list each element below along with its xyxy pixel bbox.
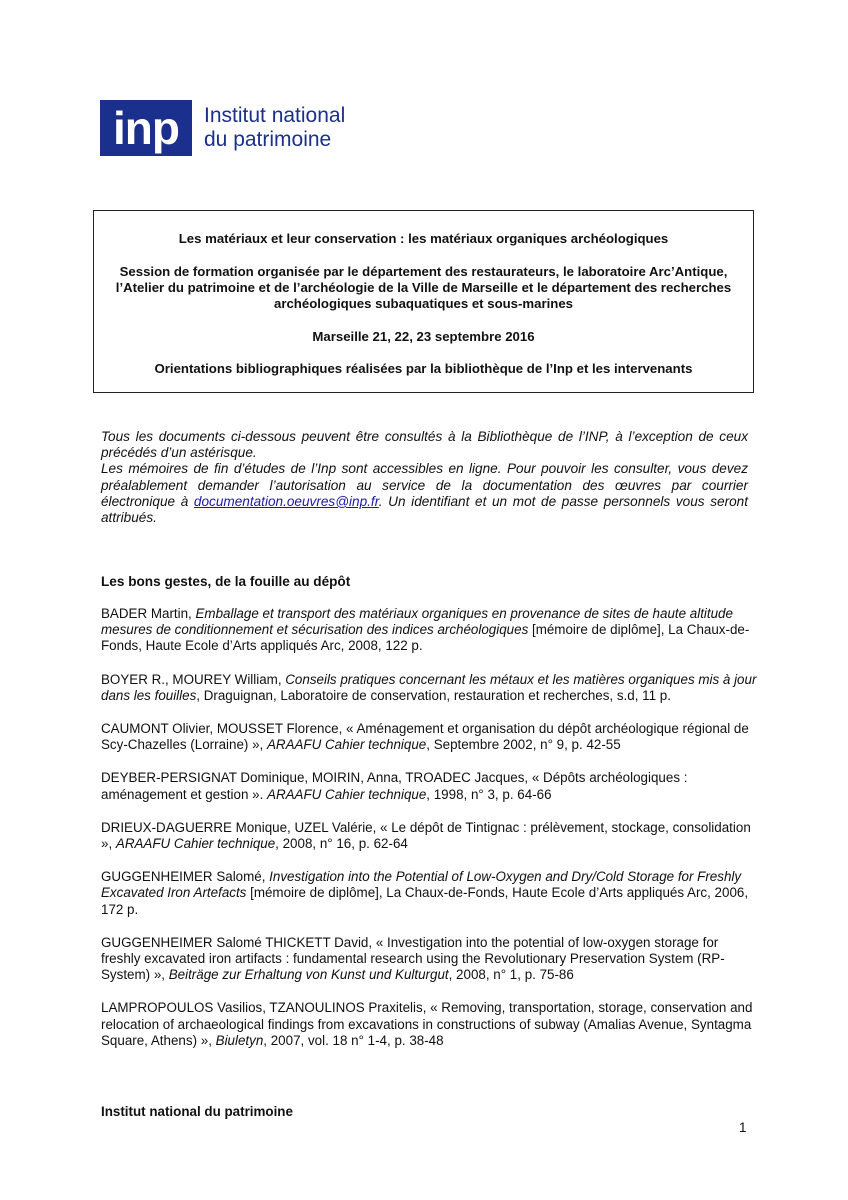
- ref-authors: BADER Martin,: [101, 606, 196, 621]
- ref-italic: Investigation into the Potential of Low-Oxygen and Dry/Cold Storage for Freshly Excavated Iron Artefacts: [101, 869, 742, 901]
- ref-details: [mémoire de diplôme], La Chaux-de-Fonds, Haute Ecole d’Arts appliqués Arc, 2006, 172 p.: [101, 885, 749, 917]
- logo-text: [204, 104, 345, 152]
- session-dates: Marseille 21, 22, 23 septembre 2016: [312, 329, 535, 344]
- ref-authors: DEYBER-PERSIGNAT Dominique, MOIRIN, Anna, TROADEC Jacques, « Dépôts archéologiques : aménagement et gestion ».: [101, 770, 688, 802]
- intro-text: [101, 429, 748, 526]
- header-box: [93, 210, 754, 393]
- ref-italic: Emballage et transport des matériaux organiques en provenance de sites de haute altitude mesures de conditionnement et sécurisation des indices archéologiques: [101, 606, 733, 638]
- document-title: Les matériaux et leur conservation : les matériaux organiques archéologiques: [178, 231, 669, 246]
- intro-text-before-email: Les mémoires de fin d’études de l’Inp sont accessibles en ligne. Pour pouvoir les consulter, vous devez préalablement demander l’autorisation au service de la documentation des œuvres par courrier électronique à: [101, 461, 748, 509]
- ref-details: , 1998, n° 3, p. 64-66: [426, 786, 552, 802]
- footer-title: Institut national du patrimoine: [101, 1104, 293, 1119]
- intro-text-after-email: . Un identifiant et un mot de passe personnels vous seront attribués.: [101, 493, 748, 526]
- intro-paragraph-2: [101, 461, 748, 526]
- ref-italic: ARAAFU Cahier technique: [115, 836, 276, 852]
- reference-item: [101, 820, 761, 852]
- reference-item: [101, 672, 761, 704]
- intro-paragraph-1: Tous les documents ci-dessous peuvent être consultés à la Bibliothèque de l’INP, à l’exception de ceux précédés d’un astérisque.: [101, 429, 748, 461]
- logo-line-2: du patrimoine: [204, 128, 332, 151]
- ref-details: , Septembre 2002, n° 9, p. 42-55: [426, 737, 621, 753]
- logo-line-1: Institut national: [204, 104, 346, 127]
- ref-authors: BOYER R., MOUREY William,: [101, 671, 286, 687]
- ref-details: , Draguignan, Laboratoire de conservation, restauration et recherches, s.d, 11 p.: [196, 687, 671, 703]
- ref-italic: ARAAFU Cahier technique: [266, 737, 427, 753]
- reference-item: [101, 1000, 761, 1049]
- page-number: 1: [739, 1120, 747, 1135]
- ref-authors: GUGGENHEIMER Salomé THICKETT David, « Investigation into the potential of low-oxygen storage for freshly excavated iron artifacts : fundamental research using the Revolutionary Preservation System (RP-System) »,: [101, 934, 725, 983]
- ref-italic: Biuletyn: [215, 1032, 264, 1048]
- reference-item: [101, 869, 761, 918]
- email-link[interactable]: documentation.oeuvres@inp.fr: [193, 493, 379, 509]
- ref-details: [mémoire de diplôme], La Chaux-de-Fonds, Haute Ecole d’Arts appliqués Arc, 2008, 122 p.: [101, 622, 750, 654]
- reference-item: [101, 770, 761, 802]
- ref-authors: CAUMONT Olivier, MOUSSET Florence, « Aménagement et organisation du dépôt archéologique régional de Scy-Chazelles (Lorraine) »,: [101, 721, 749, 753]
- logo-mark: inp: [100, 100, 192, 156]
- orientations-line: Orientations bibliographiques réalisées par la bibliothèque de l’Inp et les intervenants: [154, 361, 693, 376]
- ref-details: , 2008, n° 1, p. 75-86: [448, 967, 574, 983]
- section-title: Les bons gestes, de la fouille au dépôt: [101, 574, 351, 589]
- ref-italic: Beiträge zur Erhaltung von Kunst und Kulturgut: [168, 967, 449, 983]
- ref-authors: GUGGENHEIMER Salomé,: [101, 869, 270, 885]
- ref-details: , 2008, n° 16, p. 62-64: [275, 836, 408, 852]
- ref-italic: ARAAFU Cahier technique: [267, 786, 427, 802]
- ref-italic: Conseils pratiques concernant les métaux et les matières organiques mis à jour dans les fouilles: [101, 671, 757, 703]
- reference-list: [101, 606, 761, 1066]
- inp-logo: [100, 100, 345, 156]
- ref-authors: LAMPROPOULOS Vasilios, TZANOULINOS Praxitelis, « Removing, transportation, storage, conservation and relocation of archaeological findings from excavations in constructions of subway (Amalias Avenue, Syntagma Square, Athens) »,: [101, 1000, 753, 1048]
- ref-details: , 2007, vol. 18 n° 1-4, p. 38-48: [263, 1032, 444, 1048]
- reference-item: [101, 721, 761, 753]
- ref-authors: DRIEUX-DAGUERRE Monique, UZEL Valérie, « Le dépôt de Tintignac : prélèvement, stockage, consolidation »,: [101, 819, 751, 852]
- reference-item: [101, 606, 761, 655]
- reference-item: [101, 935, 761, 984]
- session-description: Session de formation organisée par le département des restaurateurs, le laboratoire Arc’Antique, l’Atelier du patrimoine et de l’archéologie de la Ville de Marseille et le département des recherches archéologiques subaquatiques et sous-marines: [115, 264, 732, 311]
